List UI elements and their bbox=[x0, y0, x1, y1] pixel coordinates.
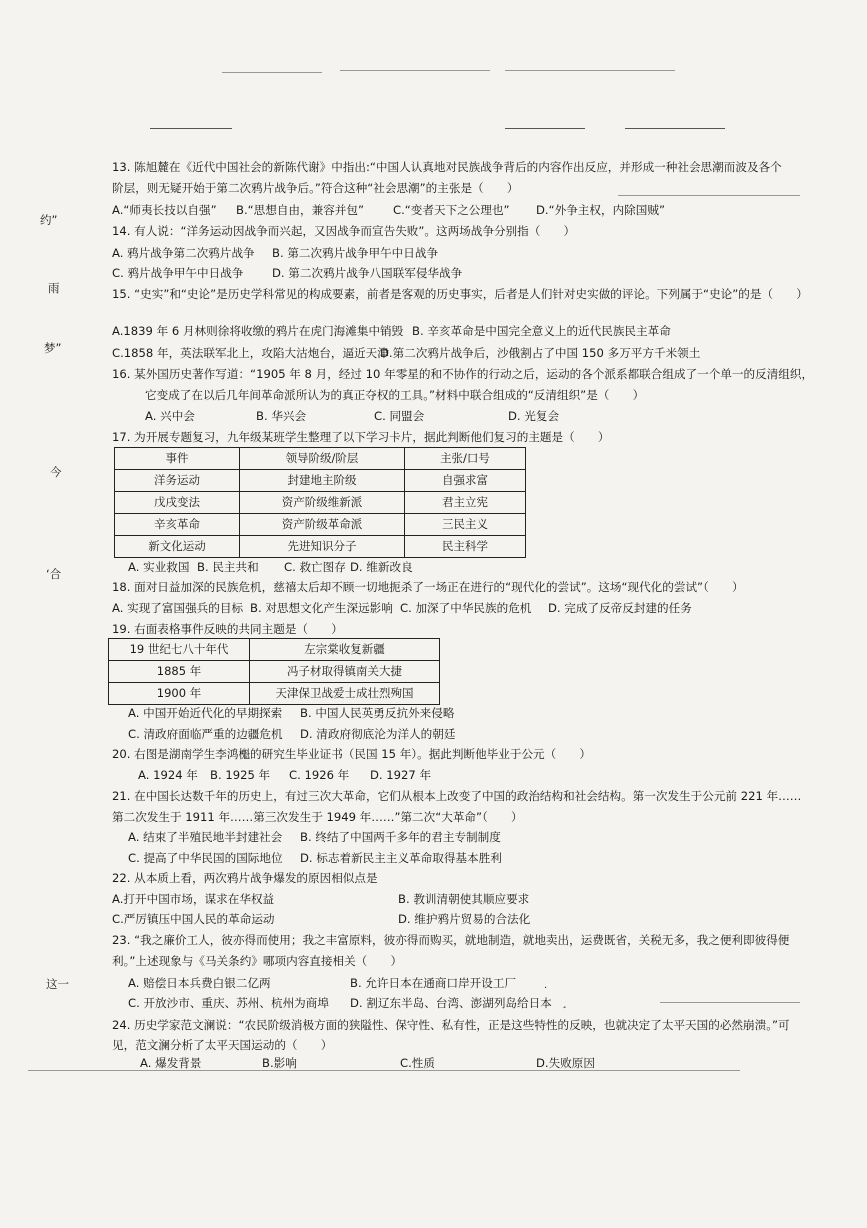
option-a: A. 实业救国 bbox=[128, 560, 190, 574]
table-row bbox=[115, 536, 526, 558]
option-b: B. 对思想文化产生深远影响 bbox=[250, 601, 393, 615]
option-a: A.“师夷长技以自强” bbox=[112, 203, 217, 217]
option-d: D. 维新改良 bbox=[350, 560, 413, 574]
table-cell: 冯子材取得镇南关大捷 bbox=[250, 661, 440, 683]
table-row bbox=[109, 683, 440, 705]
option-d: D.“外争主权，内除国贼” bbox=[536, 203, 665, 217]
question-21-stem: 21. 在中国长达数千年的历史上，有过三次大革命，它们从根本上改变了中国的政治结构和社会结构。第一次发生于公元前 221 年…… bbox=[112, 789, 802, 803]
option-b: B.“思想自由，兼容并包” bbox=[236, 203, 364, 217]
option-c: C. 开放沙市、重庆、苏州、杭州为商埠 bbox=[128, 996, 329, 1010]
table-cell: 先进知识分子 bbox=[240, 536, 405, 558]
question-16-stem: 它变成了在以后几年间革命派所认为的真正夺权的工具。”材料中联合组成的“反清组织”是（ ） bbox=[145, 388, 645, 402]
scan-speck: ¸ bbox=[562, 998, 567, 1009]
table-cell: 戊戌变法 bbox=[115, 492, 240, 514]
table-cell: 三民主义 bbox=[405, 514, 526, 536]
option-a: A. 结束了半殖民地半封建社会 bbox=[128, 830, 283, 844]
table-cell: 左宗棠收复新疆 bbox=[250, 639, 440, 661]
option-b: B. 终结了中国两千多年的君主专制制度 bbox=[300, 830, 501, 844]
table-cell: 资产阶级革命派 bbox=[240, 514, 405, 536]
option-d: D. 割辽东半岛、台湾、澎湖列岛给日本 bbox=[350, 996, 552, 1010]
table-cell: 封建地主阶级 bbox=[240, 470, 405, 492]
table-cell: 辛亥革命 bbox=[115, 514, 240, 536]
question-19-stem: 19. 右面表格事件反映的共同主题是（ ） bbox=[112, 622, 343, 636]
option-d: D. 1927 年 bbox=[370, 768, 432, 782]
option-d: D. 维护鸦片贸易的合法化 bbox=[398, 912, 531, 926]
question-20-stem: 20. 右图是湖南学生李鸿櫆的研究生毕业证书（民国 15 年）。据此判断他毕业于公元（ ） bbox=[112, 747, 592, 761]
table-cell: 资产阶级维新派 bbox=[240, 492, 405, 514]
margin-note: 今 bbox=[50, 465, 62, 479]
table-row bbox=[115, 448, 526, 470]
option-b: B. 允许日本在通商口岸开设工厂 bbox=[350, 976, 517, 990]
option-c: C. 加深了中华民族的危机 bbox=[400, 601, 532, 615]
margin-note: 这一 bbox=[46, 977, 69, 991]
scan-rule bbox=[625, 128, 725, 129]
option-b: B.影响 bbox=[262, 1056, 297, 1070]
option-c: C. 提高了中华民国的国际地位 bbox=[128, 851, 283, 865]
table-row bbox=[115, 492, 526, 514]
table-row bbox=[109, 639, 440, 661]
option-d: D. 光复会 bbox=[508, 409, 560, 423]
question-13-stem: 阶层，则无疑开始于第二次鸦片战争后。”符合这种“社会思潮”的主张是（ ） bbox=[112, 181, 519, 195]
table-cell: 领导阶级/阶层 bbox=[240, 448, 405, 470]
option-d: D.失败原因 bbox=[536, 1056, 595, 1070]
option-a: A. 鸦片战争第二次鸦片战争 bbox=[112, 246, 255, 260]
option-d: D. 第二次鸦片战争八国联军侵华战争 bbox=[272, 266, 463, 280]
scan-rule bbox=[505, 128, 585, 129]
scan-rule bbox=[340, 70, 490, 71]
table-cell: 天津保卫战爱士成壮烈殉国 bbox=[250, 683, 440, 705]
option-b: B. 民主共和 bbox=[197, 560, 259, 574]
scan-rule bbox=[150, 128, 232, 129]
scan-rule bbox=[618, 195, 800, 196]
option-b: B. 中国人民英勇反抗外来侵略 bbox=[300, 706, 455, 720]
option-b: B. 第二次鸦片战争甲午中日战争 bbox=[272, 246, 439, 260]
option-a: A. 1924 年 bbox=[138, 768, 198, 782]
option-b: B. 华兴会 bbox=[256, 409, 307, 423]
scan-rule bbox=[660, 1002, 800, 1003]
option-a: A. 中国开始近代化的早期探索 bbox=[128, 706, 283, 720]
option-b: B. 1925 年 bbox=[210, 768, 271, 782]
question-17-stem: 17. 为开展专题复习，九年级某班学生整理了以下学习卡片，据此判断他们复习的主题是（ ） bbox=[112, 430, 610, 444]
option-d: D. 完成了反帝反封建的任务 bbox=[548, 601, 692, 615]
table-cell: 1885 年 bbox=[109, 661, 250, 683]
option-c: C. 1926 年 bbox=[289, 768, 350, 782]
question-23-stem: 利。”上述现象与《马关条约》哪项内容直接相关（ ） bbox=[112, 954, 403, 968]
table-cell: 民主科学 bbox=[405, 536, 526, 558]
option-c: C.严厉镇压中国人民的革命运动 bbox=[112, 912, 275, 926]
question-22-stem: 22. 从本质上看，两次鸦片战争爆发的原因相似点是 bbox=[112, 871, 378, 885]
table-cell: 19 世纪七八十年代 bbox=[109, 639, 250, 661]
table-cell: 事件 bbox=[115, 448, 240, 470]
question-24-stem: 24. 历史学家范文澜说：“农民阶级消极方面的狭隘性、保守性、私有性，正是这些特性的反映，也就决定了太平天国的必然崩溃。”可 bbox=[112, 1018, 790, 1032]
table-row bbox=[109, 661, 440, 683]
option-d: D.第二次鸦片战争后，沙俄割占了中国 150 多万平方千米领土 bbox=[380, 346, 701, 360]
option-a: A. 爆发背景 bbox=[140, 1056, 202, 1070]
question-17-table bbox=[114, 447, 526, 558]
table-cell: 主张/口号 bbox=[405, 448, 526, 470]
scan-rule bbox=[505, 70, 675, 71]
margin-note: 梦” bbox=[44, 341, 62, 355]
table-cell: 洋务运动 bbox=[115, 470, 240, 492]
question-23-stem: 23. “我之廉价工人，彼亦得而使用；我之丰富原料，彼亦得而购买，就地制造，就地卖出，运费既省，关税无多，我之便利即彼得便 bbox=[112, 933, 790, 947]
option-c: C.1858 年，英法联军北上，攻陷大沽炮台，逼近天津 bbox=[112, 346, 389, 360]
scan-speck: . bbox=[544, 980, 548, 991]
table-cell: 1900 年 bbox=[109, 683, 250, 705]
option-b: B. 辛亥革命是中国完全意义上的近代民族民主革命 bbox=[412, 324, 671, 338]
option-c: C. 同盟会 bbox=[374, 409, 425, 423]
option-c: C.“变者天下之公理也” bbox=[393, 203, 510, 217]
question-14-stem: 14. 有人说：“洋务运动因战争而兴起，又因战争而宣告失败”。这两场战争分别指（ ） bbox=[112, 224, 576, 238]
option-a: A. 实现了富国强兵的目标 bbox=[112, 601, 244, 615]
question-19-table bbox=[108, 638, 440, 705]
question-15-stem: 15. “史实”和“史论”是历史学科常见的构成要素，前者是客观的历史事实，后者是人们针对史实做的评论。下列属于“史论”的是（ ） bbox=[112, 287, 808, 301]
option-a: A.1839 年 6 月林则徐将收缴的鸦片在虎门海滩集中销毁 bbox=[112, 324, 404, 338]
table-row bbox=[115, 514, 526, 536]
table-row bbox=[115, 470, 526, 492]
option-a: A. 赔偿日本兵费白银二亿两 bbox=[128, 976, 271, 990]
table-cell: 新文化运动 bbox=[115, 536, 240, 558]
question-18-stem: 18. 面对日益加深的民族危机，慈禧太后却不顾一切地扼杀了一场正在进行的“现代化的尝试”。这场“现代化的尝试”（ ） bbox=[112, 580, 744, 594]
question-21-stem: 第二次发生于 1911 年……第三次发生于 1949 年……”第二次“大革命”（ ） bbox=[112, 810, 523, 824]
scan-rule bbox=[222, 72, 322, 73]
option-a: A.打开中国市场，谋求在华权益 bbox=[112, 892, 275, 906]
margin-note: ‘合 bbox=[46, 567, 62, 581]
question-24-stem: 见，范文澜分析了太平天国运动的（ ） bbox=[112, 1038, 333, 1052]
option-b: B. 教训清朝使其顺应要求 bbox=[398, 892, 530, 906]
option-c: C.性质 bbox=[400, 1056, 435, 1070]
option-a: A. 兴中会 bbox=[145, 409, 195, 423]
question-16-stem: 16. 某外国历史著作写道：“1905 年 8 月，经过 10 年零星的和不协作的行动之后，运动的各个派系都联合组成了一个单一的反清组织， bbox=[112, 367, 814, 381]
option-c: C. 救亡图存 bbox=[284, 560, 346, 574]
option-d: D. 标志着新民主主义革命取得基本胜利 bbox=[300, 851, 502, 865]
margin-note: 约” bbox=[40, 213, 58, 227]
table-cell: 君主立宪 bbox=[405, 492, 526, 514]
option-d: D. 清政府彻底沦为洋人的朝廷 bbox=[300, 727, 456, 741]
option-c: C. 清政府面临严重的边疆危机 bbox=[128, 727, 283, 741]
table-cell: 自强求富 bbox=[405, 470, 526, 492]
margin-note: 雨 bbox=[48, 281, 60, 295]
question-13-stem: 13. 陈旭麓在《近代中国社会的新陈代谢》中指出:“中国人认真地对民族战争背后的内容作出反应，并形成一种社会思潮而波及各个 bbox=[112, 160, 782, 174]
scan-rule bbox=[28, 1070, 740, 1071]
option-c: C. 鸦片战争甲午中日战争 bbox=[112, 266, 244, 280]
